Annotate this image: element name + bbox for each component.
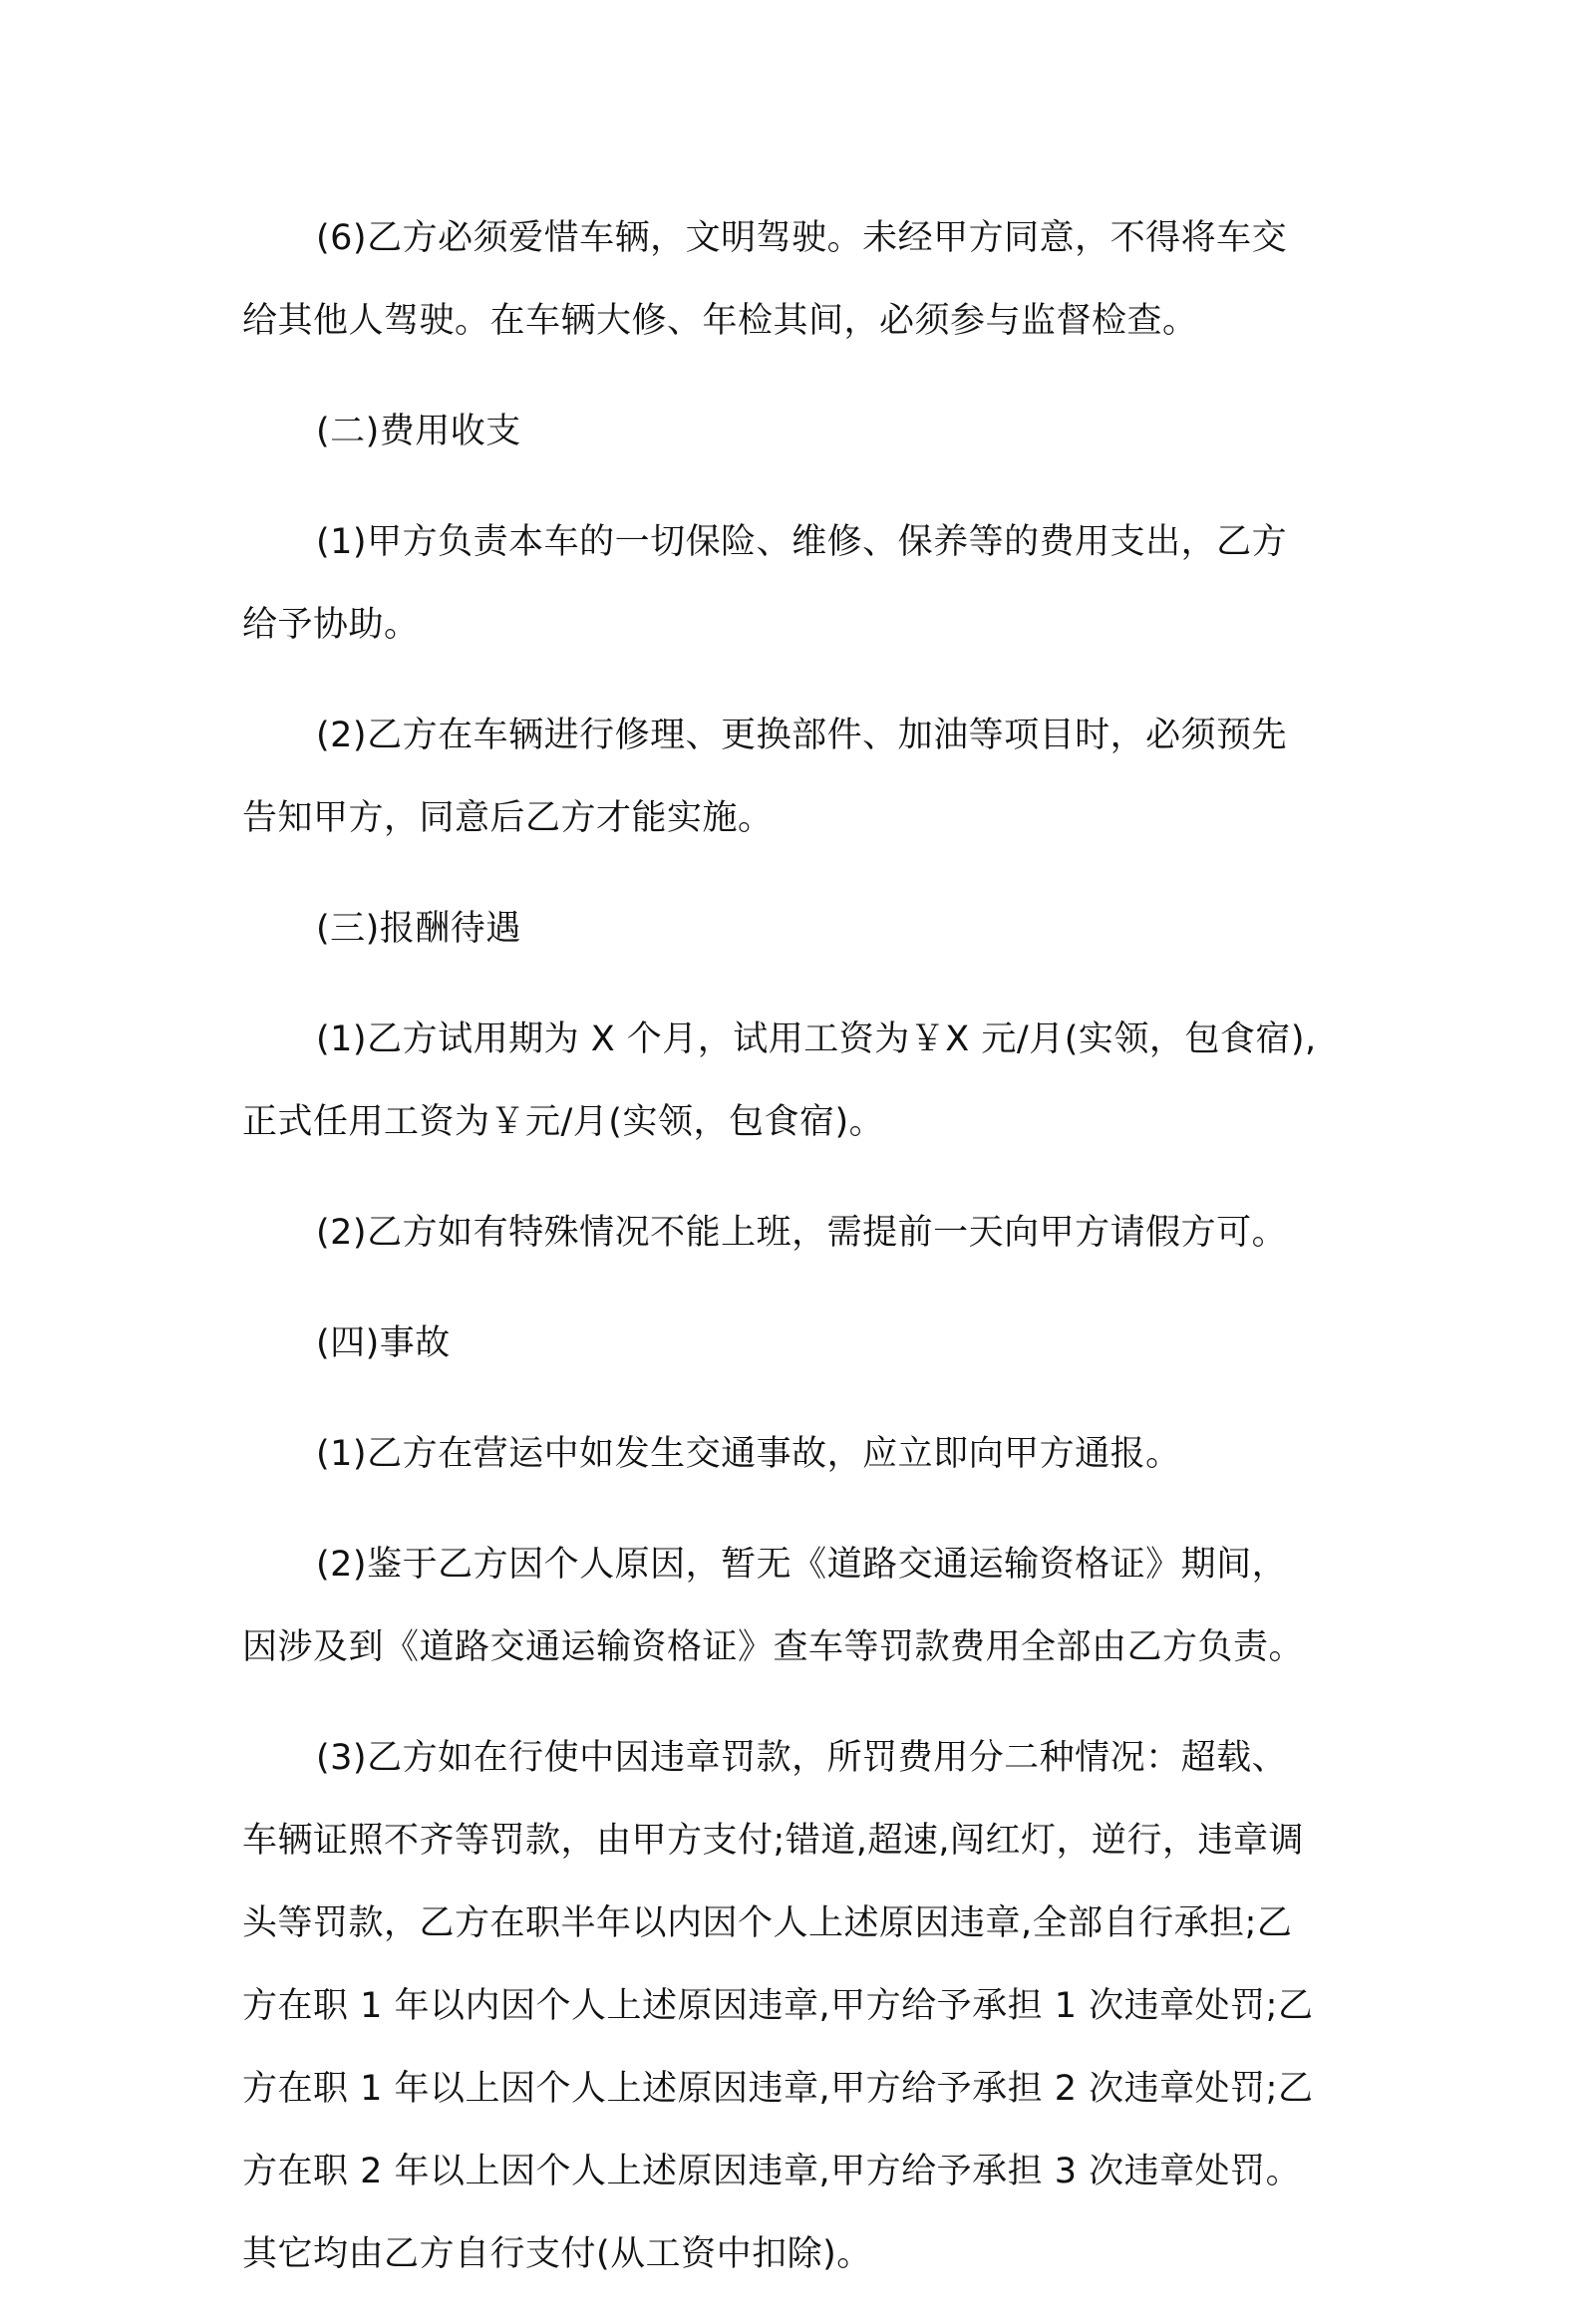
text-line: 方在职 2 年以上因个人上述原因违章,甲方给予承担 3 次违章处罚。 [242, 2152, 1302, 2191]
text-line: (2)乙方在车辆进行修理、更换部件、加油等项目时，必须预先 [316, 716, 1288, 755]
text-line: 其它均由乙方自行支付(从工资中扣除)。 [242, 2234, 872, 2274]
text-line: (1)乙方试用期为 X 个月，试用工资为￥X 元/月(实领，包食宿), [316, 1019, 1317, 1059]
text-line: (二)费用收支 [316, 412, 521, 451]
text-line: 正式任用工资为￥元/月(实领，包食宿)。 [242, 1102, 885, 1142]
section-heading-compensation [242, 888, 1349, 971]
paragraph-compensation-2 [242, 1192, 1349, 1275]
paragraph-compensation-1 [242, 999, 1349, 1164]
text-line: (6)乙方必须爱惜车辆，文明驾驶。未经甲方同意，不得将车交 [316, 218, 1288, 258]
text-line: (2)乙方如有特殊情况不能上班，需提前一天向甲方请假方可。 [316, 1213, 1288, 1253]
text-line: 因涉及到《道路交通运输资格证》查车等罚款费用全部由乙方负责。 [242, 1627, 1305, 1667]
text-line: (3)乙方如在行使中因违章罚款，所罚费用分二种情况：超载、 [316, 1738, 1288, 1778]
text-line: (1)乙方在营运中如发生交通事故，应立即向甲方通报。 [316, 1434, 1181, 1474]
document-page [242, 197, 1349, 2324]
text-line: 头等罚款，乙方在职半年以内因个人上述原因违章,全部自行承担;乙 [242, 1903, 1293, 1943]
text-line: (四)事故 [316, 1323, 451, 1363]
text-line: (1)甲方负责本车的一切保险、维修、保养等的费用支出，乙方 [316, 522, 1288, 562]
text-line: 告知甲方，同意后乙方才能实施。 [242, 798, 774, 838]
paragraph-accidents-2 [242, 1524, 1349, 1689]
paragraph-expenses-1 [242, 501, 1349, 667]
paragraph-6-vehicle-care [242, 197, 1349, 363]
paragraph-accidents-1 [242, 1413, 1349, 1496]
paragraph-accidents-3 [242, 1717, 1349, 2296]
text-line: 方在职 1 年以上因个人上述原因违章,甲方给予承担 2 次违章处罚;乙 [242, 2069, 1314, 2109]
text-line: (三)报酬待遇 [316, 909, 521, 949]
paragraph-expenses-2 [242, 695, 1349, 860]
text-line: 方在职 1 年以内因个人上述原因违章,甲方给予承担 1 次违章处罚;乙 [242, 1986, 1314, 2026]
section-heading-expenses [242, 391, 1349, 473]
text-line: 车辆证照不齐等罚款，由甲方支付;错道,超速,闯红灯，逆行，违章调 [242, 1821, 1305, 1861]
text-line: 给予协助。 [242, 605, 420, 645]
text-line: (2)鉴于乙方因个人原因，暂无《道路交通运输资格证》期间， [316, 1545, 1288, 1585]
section-heading-accidents [242, 1303, 1349, 1385]
text-line: 给其他人驾驶。在车辆大修、年检其间，必须参与监督检查。 [242, 301, 1198, 341]
